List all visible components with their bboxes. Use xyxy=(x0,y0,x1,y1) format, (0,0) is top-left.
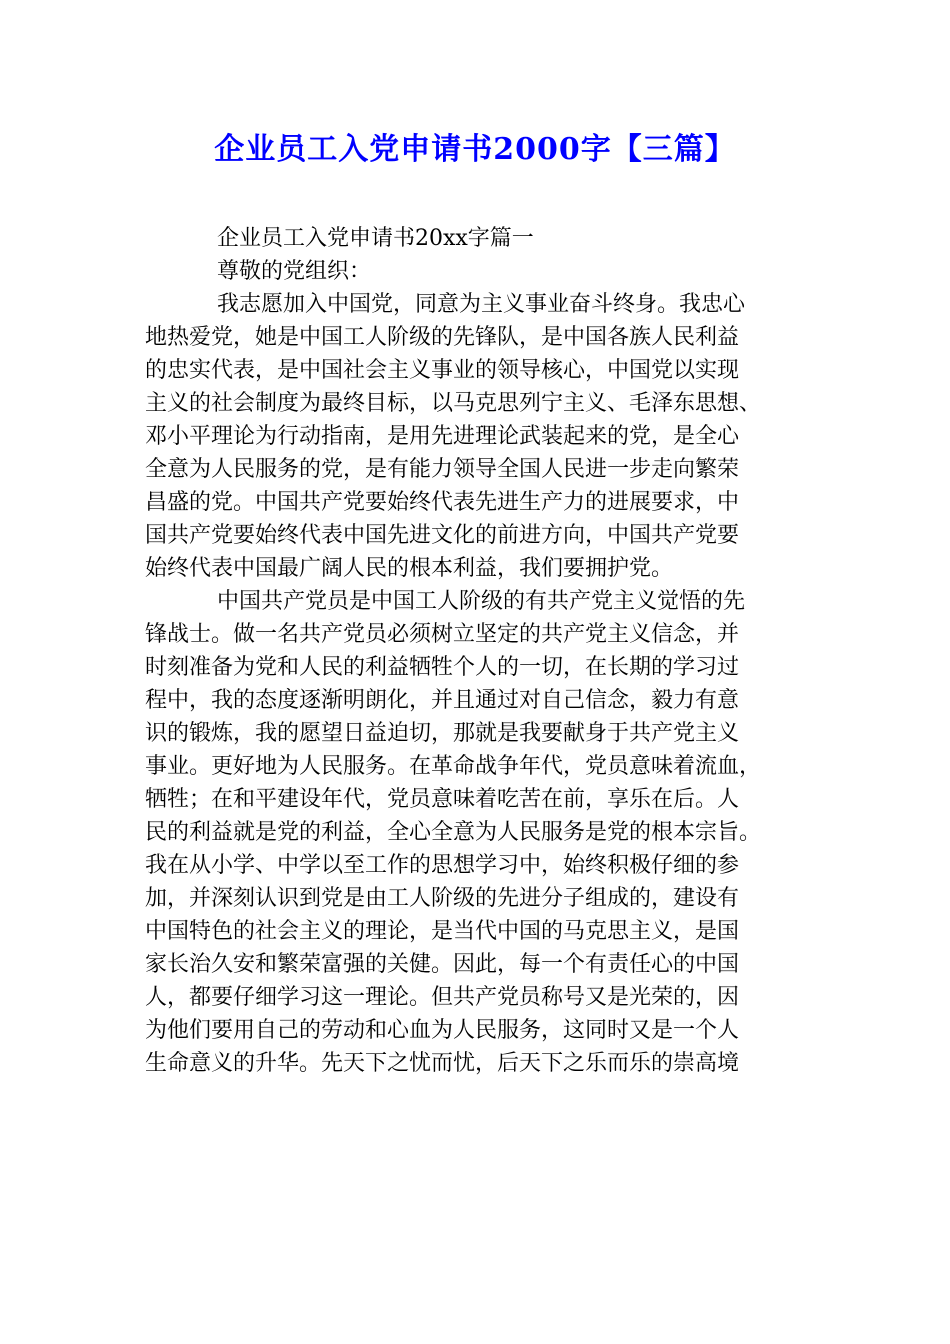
text-line: 全意为人民服务的党，是有能力领导全国人民进一步走向繁荣 xyxy=(145,457,740,482)
text-line: 中国特色的社会主义的理论，是当代中国的马克思主义，是国 xyxy=(145,919,740,944)
document-body xyxy=(145,222,813,1080)
text-line: 国共产党要始终代表中国先进文化的前进方向，中国共产党要 xyxy=(145,523,740,548)
text-line: 主义的社会制度为最终目标，以马克思列宁主义、毛泽东思想、 xyxy=(145,391,762,416)
text-line: 中国共产党员是中国工人阶级的有共产党主义觉悟的先 xyxy=(217,589,746,614)
text-line: 邓小平理论为行动指南，是用先进理论武装起来的党，是全心 xyxy=(145,424,740,449)
text-line: 锋战士。做一名共产党员必须树立坚定的共产党主义信念，并 xyxy=(145,622,740,647)
text-line: 我在从小学、中学以至工作的思想学习中，始终积极仔细的参 xyxy=(145,853,740,878)
text-line: 牺牲；在和平建设年代，党员意味着吃苦在前，享乐在后。人 xyxy=(145,787,740,812)
text-line: 事业。更好地为人民服务。在革命战争年代，党员意味着流血， xyxy=(145,754,762,779)
text-line: 的忠实代表，是中国社会主义事业的领导核心，中国党以实现 xyxy=(145,358,740,383)
text-line: 家长治久安和繁荣富强的关健。因此，每一个有责任心的中国 xyxy=(145,952,740,977)
text-line: 为他们要用自己的劳动和心血为人民服务，这同时又是一个人 xyxy=(145,1018,740,1043)
text-line: 识的锻炼，我的愿望日益迫切，那就是我要献身于共产党主义 xyxy=(145,721,740,746)
text-line: 加，并深刻认识到党是由工人阶级的先进分子组成的，建设有 xyxy=(145,886,740,911)
text-line: 我志愿加入中国党，同意为主义事业奋斗终身。我忠心 xyxy=(217,292,746,317)
text-line: 始终代表中国最广阔人民的根本利益，我们要拥护党。 xyxy=(145,556,674,581)
document-title: 企业员工入党申请书2000字【三篇】 xyxy=(214,132,736,167)
text-line: 地热爱党，她是中国工人阶级的先锋队，是中国各族人民利益 xyxy=(145,325,740,350)
text-line: 生命意义的升华。先天下之忧而忧，后天下之乐而乐的崇高境 xyxy=(145,1051,740,1076)
text-line: 昌盛的党。中国共产党要始终代表先进生产力的进展要求，中 xyxy=(145,490,740,515)
text-line: 尊敬的党组织： xyxy=(217,259,372,284)
text-line: 程中，我的态度逐渐明朗化，并且通过对自己信念，毅力有意 xyxy=(145,688,740,713)
text-line: 民的利益就是党的利益，全心全意为人民服务是党的根本宗旨。 xyxy=(145,820,762,845)
text-line: 人，都要仔细学习这一理论。但共产党员称号又是光荣的，因 xyxy=(145,985,740,1010)
text-line: 时刻准备为党和人民的利益牺牲个人的一切，在长期的学习过 xyxy=(145,655,740,680)
text-line: 企业员工入党申请书20xx字篇一 xyxy=(217,226,534,251)
